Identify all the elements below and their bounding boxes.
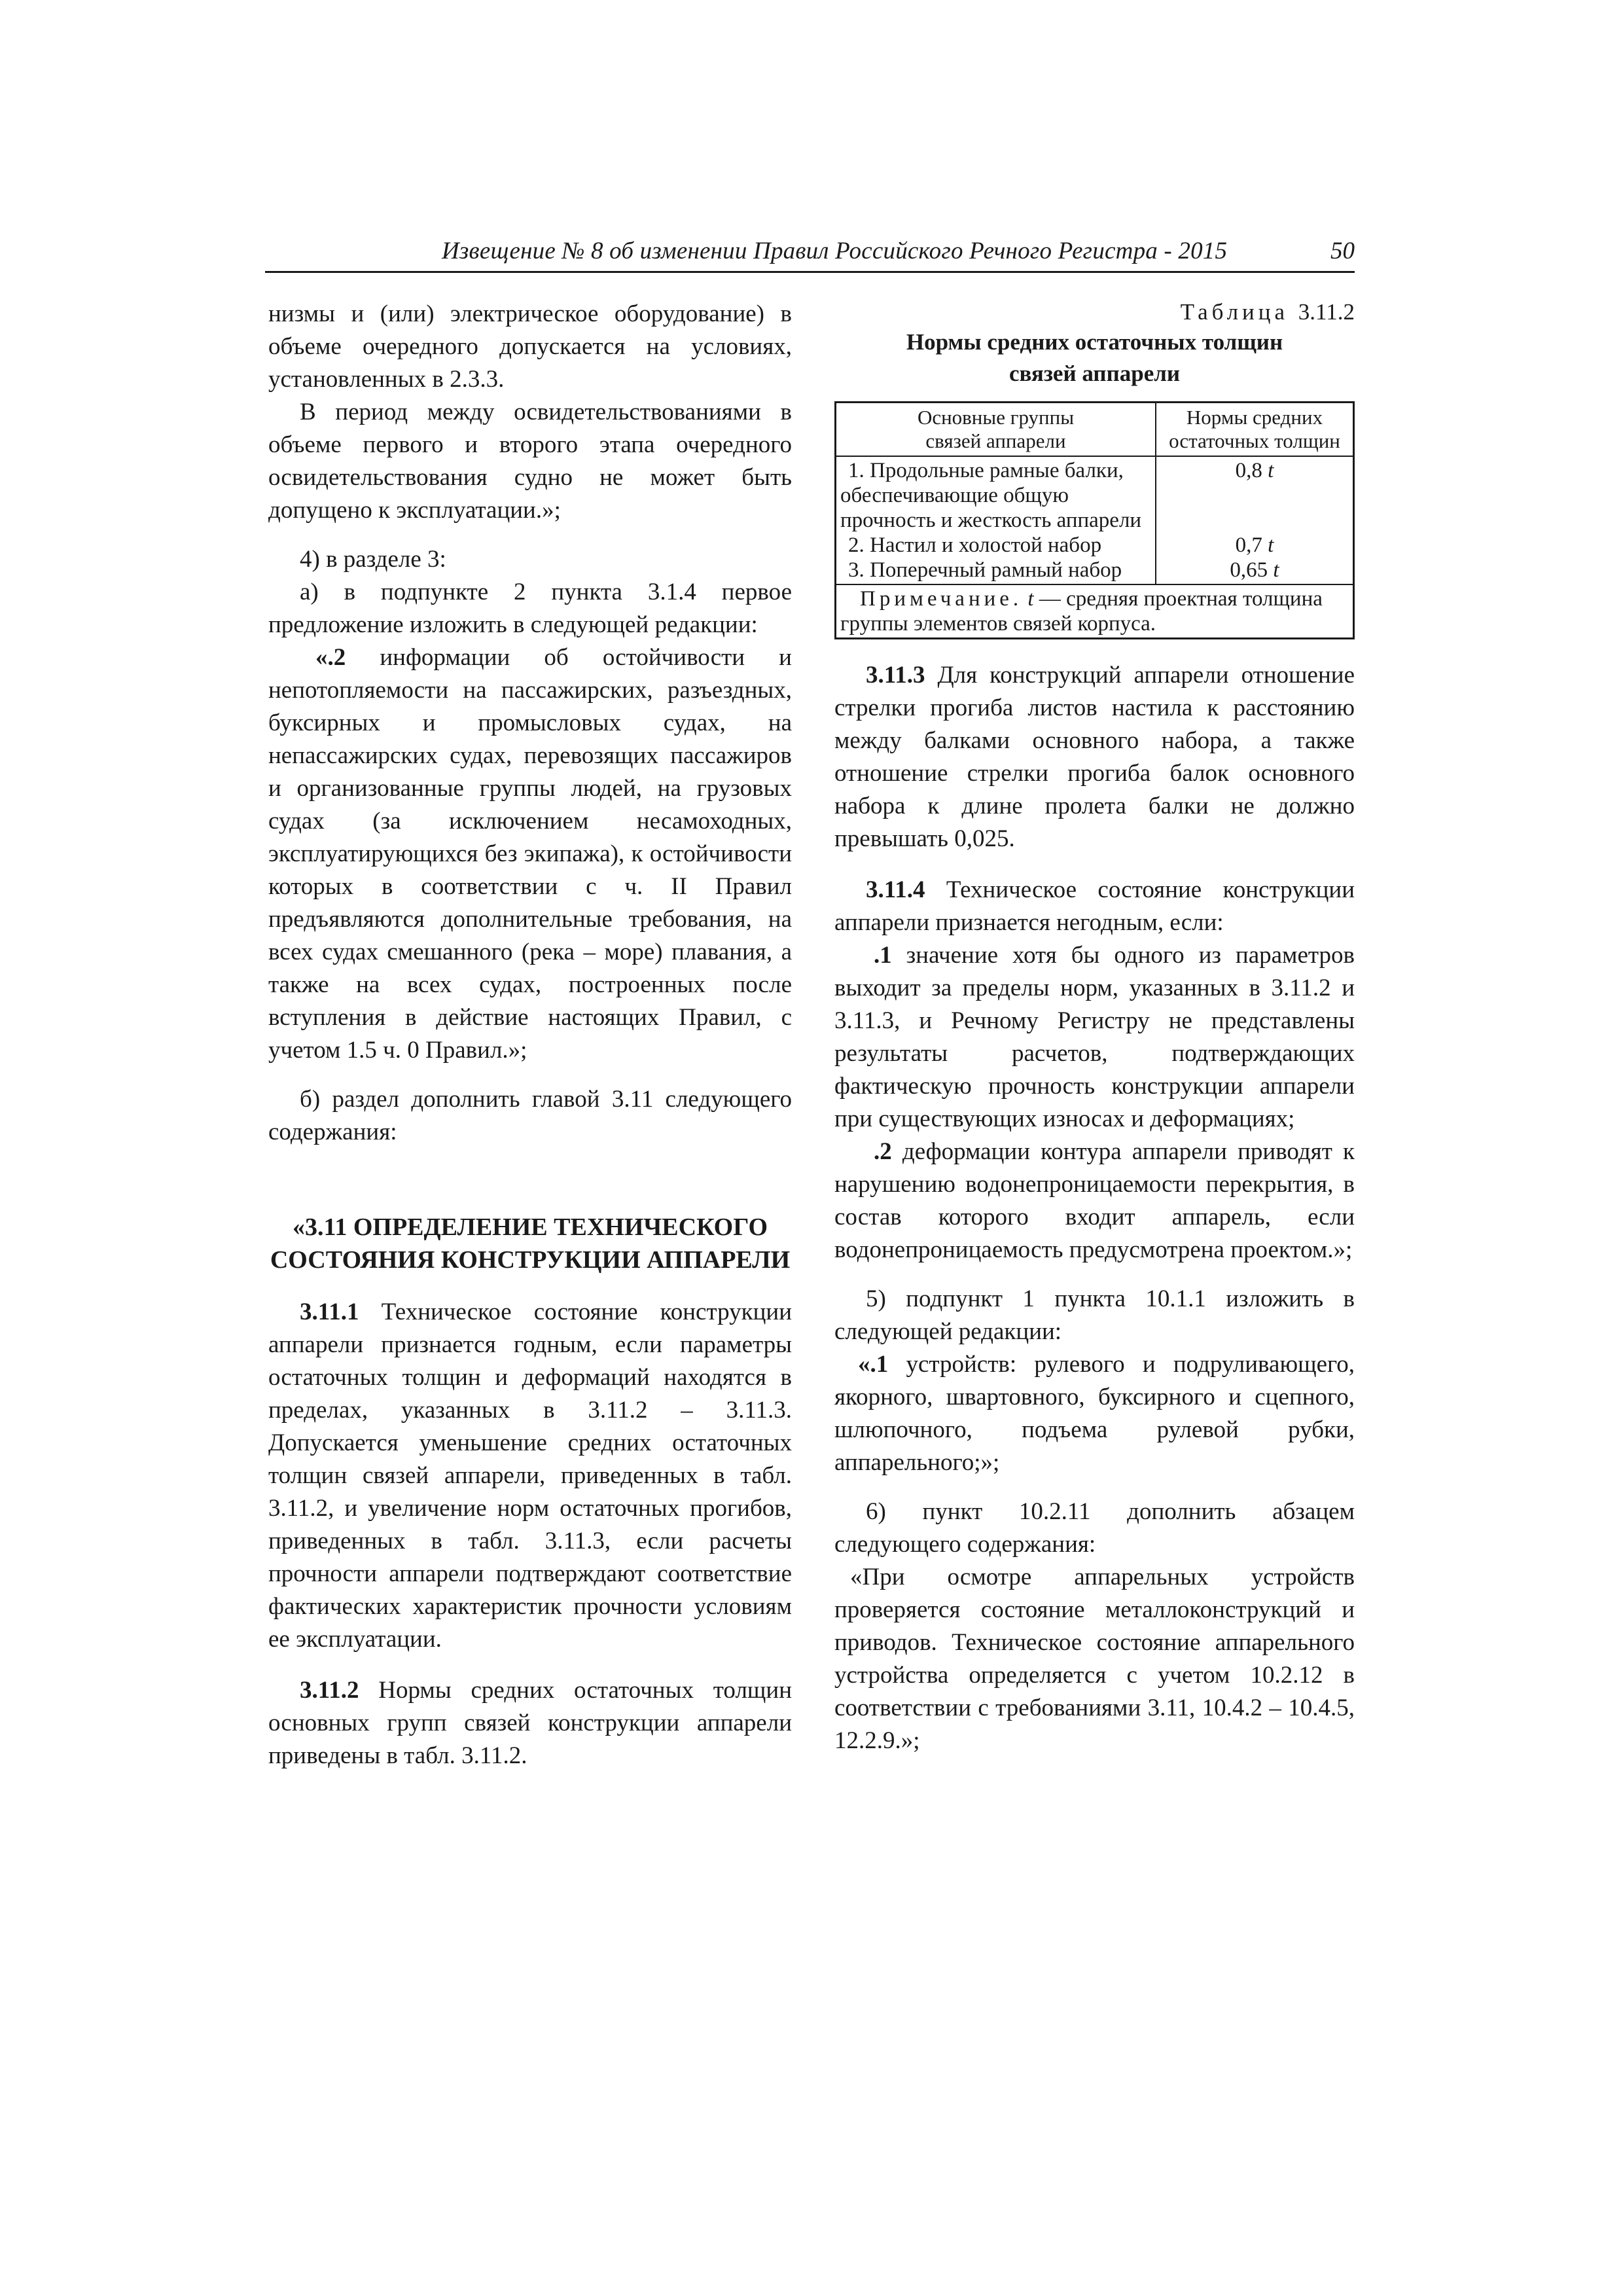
clause-text: Техническое состояние конструкции аппарели признается годным, если параметры остаточных толщин и деформаций находятся в пределах, указанных в 3.11.2 – 3.11.3. Допускается уменьшение средних остаточных толщин связей аппарели, приведенных в табл. 3.11.2, и увеличение норм остаточных прогибов, приведенных в табл. 3.11.3, если расчеты прочности аппарели подтверждают соответствие фактических характеристик прочности условиям ее эксплуатации. bbox=[268, 1299, 792, 1653]
paragraph bbox=[268, 1674, 792, 1772]
paragraph bbox=[834, 659, 1355, 855]
table-header-row bbox=[836, 403, 1354, 457]
clause-number: 3.11.1 bbox=[300, 1299, 359, 1325]
paragraph: низмы и (или) электрическое оборудование) в объеме очередного допускается на условиях, установленных в 2.3.3. bbox=[268, 300, 792, 393]
item-number: .1 bbox=[874, 942, 892, 969]
coef-unit: t bbox=[1268, 533, 1274, 557]
paragraph: б) раздел дополнить главой 3.11 следующего содержания: bbox=[268, 1086, 792, 1145]
item-text: информации об остойчивости и непотопляемости на пассажирских, разъездных, буксирных и промысловых судах, на непассажирских судах, перевозящих пассажиров и организованные группы людей, на грузовых судах (за исключением несамоходных, эксплуатирующихся без экипажа), к остойчивости которых в соответствии с ч. II Правил предъявляются дополнительные требования, на всех судах смешанного (река – море) плавания, а также на всех судах, построенных после вступления в действие настоящих Правил, с учетом 1.5 ч. 0 Правил.»; bbox=[268, 644, 792, 1064]
header-title: Извещение № 8 об изменении Правил Российского Речного Регистра - 2015 bbox=[442, 238, 1228, 264]
item-number: «.2 bbox=[315, 644, 346, 671]
paragraph bbox=[834, 939, 1355, 1136]
table-note bbox=[836, 584, 1354, 639]
clause-number: 3.11.4 bbox=[866, 876, 925, 903]
coef-value: 0,65 bbox=[1230, 558, 1268, 582]
table-row bbox=[836, 558, 1354, 584]
paragraph bbox=[268, 1296, 792, 1656]
header-line: Нормы средних bbox=[1186, 406, 1323, 429]
paragraph bbox=[834, 1136, 1355, 1266]
table-cell: 1. Продольные рамные балки, обеспечивающие общую прочность и жесткость аппарели bbox=[836, 456, 1156, 533]
header-line: остаточных толщин bbox=[1169, 429, 1340, 452]
note-symbol: t bbox=[1027, 587, 1034, 611]
table-cell bbox=[1156, 533, 1354, 558]
table-caption bbox=[834, 298, 1355, 327]
table-cell: 2. Настил и холостой набор bbox=[836, 533, 1156, 558]
table-note-row bbox=[836, 584, 1354, 639]
coef-value: 0,8 bbox=[1235, 459, 1262, 482]
item-text: деформации контура аппарели приводят к нарушению водонепроницаемости перекрытия, в состав которого входит аппарель, если водонепроницаемость предусмотрена проектом.»; bbox=[834, 1138, 1355, 1263]
paragraph bbox=[834, 1348, 1355, 1479]
paragraph: 4) в разделе 3: bbox=[300, 546, 446, 573]
running-header bbox=[265, 237, 1355, 273]
table-title bbox=[834, 327, 1355, 389]
clause-text: Нормы средних остаточных толщин основных групп связей конструкции аппарели приведены в табл. 3.11.2. bbox=[268, 1677, 792, 1769]
paragraph: 6) пункт 10.2.11 дополнить абзацем следующего содержания: bbox=[834, 1498, 1355, 1558]
header-line: Основные группы bbox=[917, 406, 1075, 429]
right-column bbox=[834, 298, 1355, 1757]
note-text: — средняя проектная толщина группы элементов связей корпуса. bbox=[840, 587, 1323, 636]
table-header-cell bbox=[836, 403, 1156, 457]
item-number: «.1 bbox=[858, 1351, 889, 1378]
paragraph: В период между освидетельствованиями в объеме первого и второго этапа очередного освидетельствования судно не может быть допущено к эксплуатации.»; bbox=[268, 399, 792, 524]
norms-table bbox=[834, 401, 1355, 639]
header-line: связей аппарели bbox=[925, 429, 1066, 452]
coef-unit: t bbox=[1268, 459, 1274, 482]
page-number: 50 bbox=[1330, 238, 1355, 264]
item-text: значение хотя бы одного из параметров выходит за пределы норм, указанных в 3.11.2 и 3.11.3, и Речному Регистру не представлены результаты расчетов, подтверждающих фактическую прочность конструкции аппарели при существующих износах и деформациях; bbox=[834, 942, 1355, 1132]
coef-value: 0,7 bbox=[1235, 533, 1262, 557]
left-column bbox=[268, 298, 792, 1772]
table-title-line: Нормы средних остаточных толщин bbox=[906, 329, 1283, 355]
note-label: Примечание. bbox=[860, 587, 1023, 611]
table-caption-word: Таблица bbox=[1180, 299, 1289, 325]
coef-unit: t bbox=[1273, 558, 1279, 582]
item-text: устройств: рулевого и подруливающего, якорного, швартовного, буксирного и сцепного, шлюпочного, подъема рулевой рубки, аппарельного;»; bbox=[834, 1351, 1355, 1476]
table-cell bbox=[1156, 456, 1354, 533]
clause-text: Техническое состояние конструкции аппарели признается негодным, если: bbox=[834, 876, 1355, 936]
paragraph: «При осмотре аппарельных устройств проверяется состояние металлоконструкций и приводов. Техническое состояние аппарельного устройства определяется с учетом 10.2.12 в соответствии с требованиями 3.11, 10.4.2 – 10.4.5, 12.2.9.»; bbox=[834, 1564, 1355, 1754]
table-title-line: связей аппарели bbox=[1008, 361, 1181, 386]
paragraph bbox=[268, 641, 792, 1067]
clause-number: 3.11.3 bbox=[866, 662, 925, 689]
paragraph: 5) подпункт 1 пункта 10.1.1 изложить в следующей редакции: bbox=[834, 1285, 1355, 1345]
table-cell bbox=[1156, 558, 1354, 584]
table-cell: 3. Поперечный рамный набор bbox=[836, 558, 1156, 584]
table-row bbox=[836, 533, 1354, 558]
clause-number: 3.11.2 bbox=[300, 1677, 359, 1704]
table-row bbox=[836, 456, 1354, 533]
paragraph: а) в подпункте 2 пункта 3.1.4 первое предложение изложить в следующей редакции: bbox=[268, 579, 792, 638]
item-number: .2 bbox=[874, 1138, 892, 1165]
clause-text: Для конструкций аппарели отношение стрелки прогиба листов настила к расстоянию между балками основного набора, а также отношение стрелки прогиба балок основного набора к длине пролета балки не должно превышать 0,025. bbox=[834, 662, 1355, 852]
table-caption-number: 3.11.2 bbox=[1298, 299, 1355, 325]
table-header-cell bbox=[1156, 403, 1354, 457]
section-title: «3.11 ОПРЕДЕЛЕНИЕ ТЕХНИЧЕСКОГО СОСТОЯНИЯ КОНСТРУКЦИИ АППАРЕЛИ bbox=[270, 1213, 791, 1274]
paragraph bbox=[834, 874, 1355, 939]
